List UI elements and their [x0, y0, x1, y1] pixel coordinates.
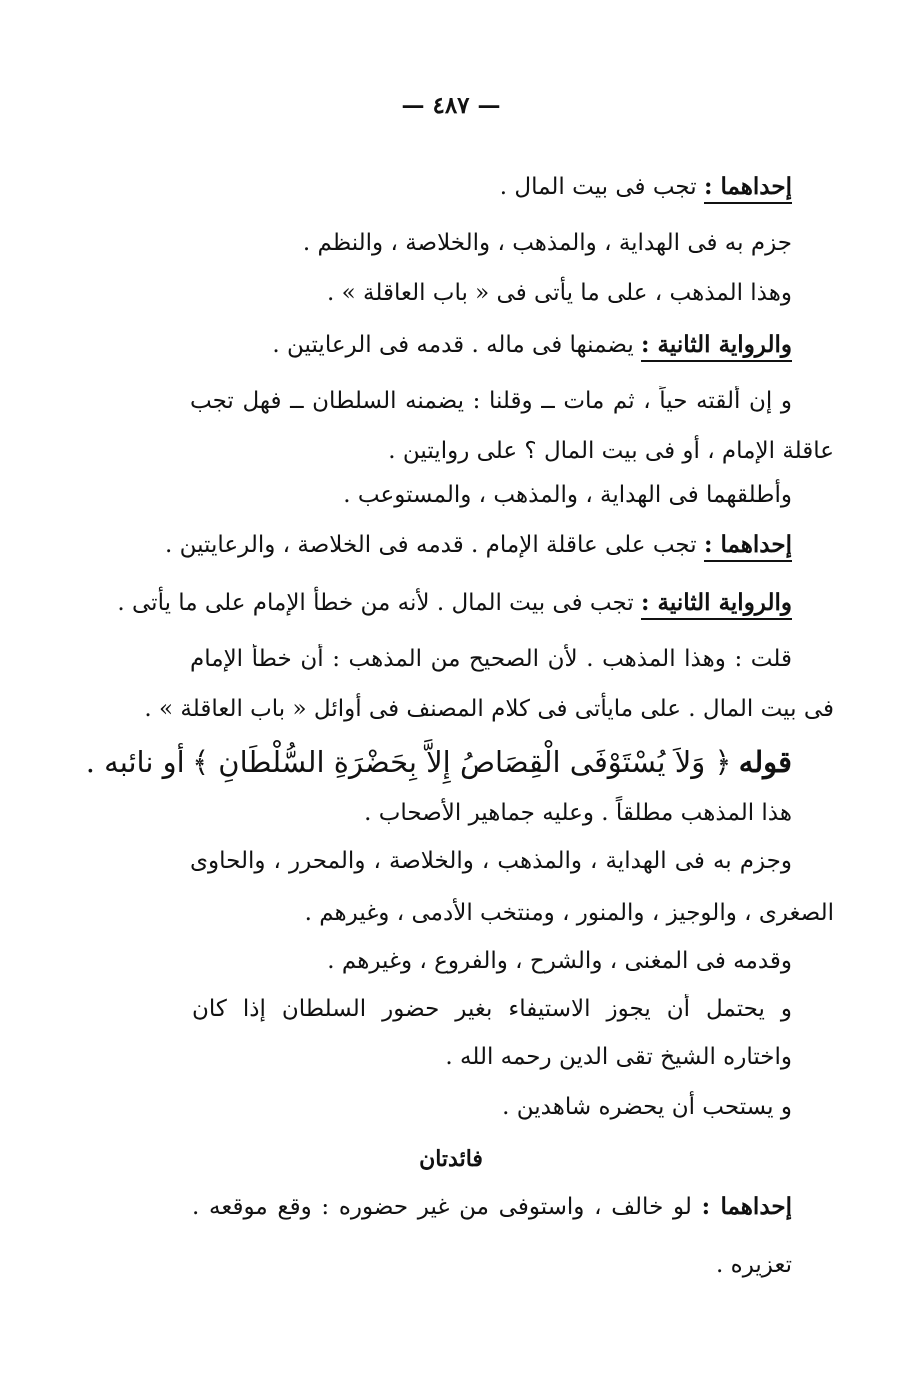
line-12-tail: أو نائبه .	[85, 745, 185, 779]
line-6: عاقلة الإمام ، أو فى بيت المال ؟ على روايتين .	[388, 438, 834, 464]
line-1-text: تجب فى بيت المال .	[499, 174, 697, 200]
line-13: هذا المذهب مطلقاً . وعليه جماهير الأصحاب .	[364, 800, 792, 826]
line-4	[272, 330, 792, 360]
line-4-text: يضمنها فى ماله . قدمه فى الرعايتين .	[272, 332, 634, 358]
line-21	[192, 1192, 792, 1222]
line-10: قلت : وهذا المذهب . لأن الصحيح من المذهب : أن خطأ الإمام	[190, 646, 792, 672]
line-22: تعزيره .	[716, 1252, 792, 1278]
line-1-heading: إحداهما :	[704, 173, 792, 204]
line-21-text: لو خالف ، واستوفى من غير حضوره : وقع موقعه .	[192, 1194, 692, 1220]
line-11: فى بيت المال . على مايأتى فى كلام المصنف فى أوائل « باب العاقلة » .	[144, 696, 834, 722]
line-19: و يستحب أن يحضره شاهدين .	[502, 1094, 792, 1120]
line-9	[117, 588, 792, 618]
line-18: واختاره الشيخ تقى الدين رحمه الله .	[445, 1044, 792, 1070]
line-14: وجزم به فى الهداية ، والمذهب ، والخلاصة ، والمحرر ، والحاوى	[190, 848, 792, 874]
line-9-text: تجب فى بيت المال . لأنه من خطأ الإمام على ما يأتى .	[117, 590, 634, 616]
line-9-heading: والرواية الثانية :	[641, 589, 792, 620]
line-1	[500, 172, 792, 202]
line-17: و يحتمل أن يجوز الاستيفاء بغير حضور السلطان إذا كان	[192, 996, 792, 1022]
section-heading: فائدتان	[419, 1146, 483, 1172]
line-3: وهذا المذهب ، على ما يأتى فى « باب العاقلة » .	[327, 280, 792, 306]
line-2: جزم به فى الهداية ، والمذهب ، والخلاصة ، والنظم .	[302, 230, 792, 256]
line-21-heading: إحداهما :	[702, 1193, 792, 1222]
line-8-heading: إحداهما :	[704, 531, 792, 562]
quran-quote: ﴿ وَلاَ يُسْتَوْفَى الْقِصَاصُ إِلاَّ بِحَضْرَةِ السُّلْطَانِ ﴾	[192, 745, 732, 779]
line-12	[86, 742, 792, 785]
line-4-heading: والرواية الثانية :	[641, 331, 792, 362]
line-15: الصغرى ، والوجيز ، والمنور ، ومنتخب الأدمى ، وغيرهم .	[304, 900, 834, 926]
line-5: و إن ألقته حياً ، ثم مات ــ وقلنا : يضمنه السلطان ــ فهل تجب	[190, 388, 792, 414]
line-12-lead: قوله	[738, 745, 792, 779]
line-16: وقدمه فى المغنى ، والشرح ، والفروع ، وغيرهم .	[327, 948, 792, 974]
line-7: وأطلقهما فى الهداية ، والمذهب ، والمستوعب .	[343, 482, 792, 508]
page-number: — ٤٨٧ —	[401, 92, 501, 119]
line-8-text: تجب على عاقلة الإمام . قدمه فى الخلاصة ، والرعايتين .	[164, 532, 697, 558]
line-8	[165, 530, 792, 560]
